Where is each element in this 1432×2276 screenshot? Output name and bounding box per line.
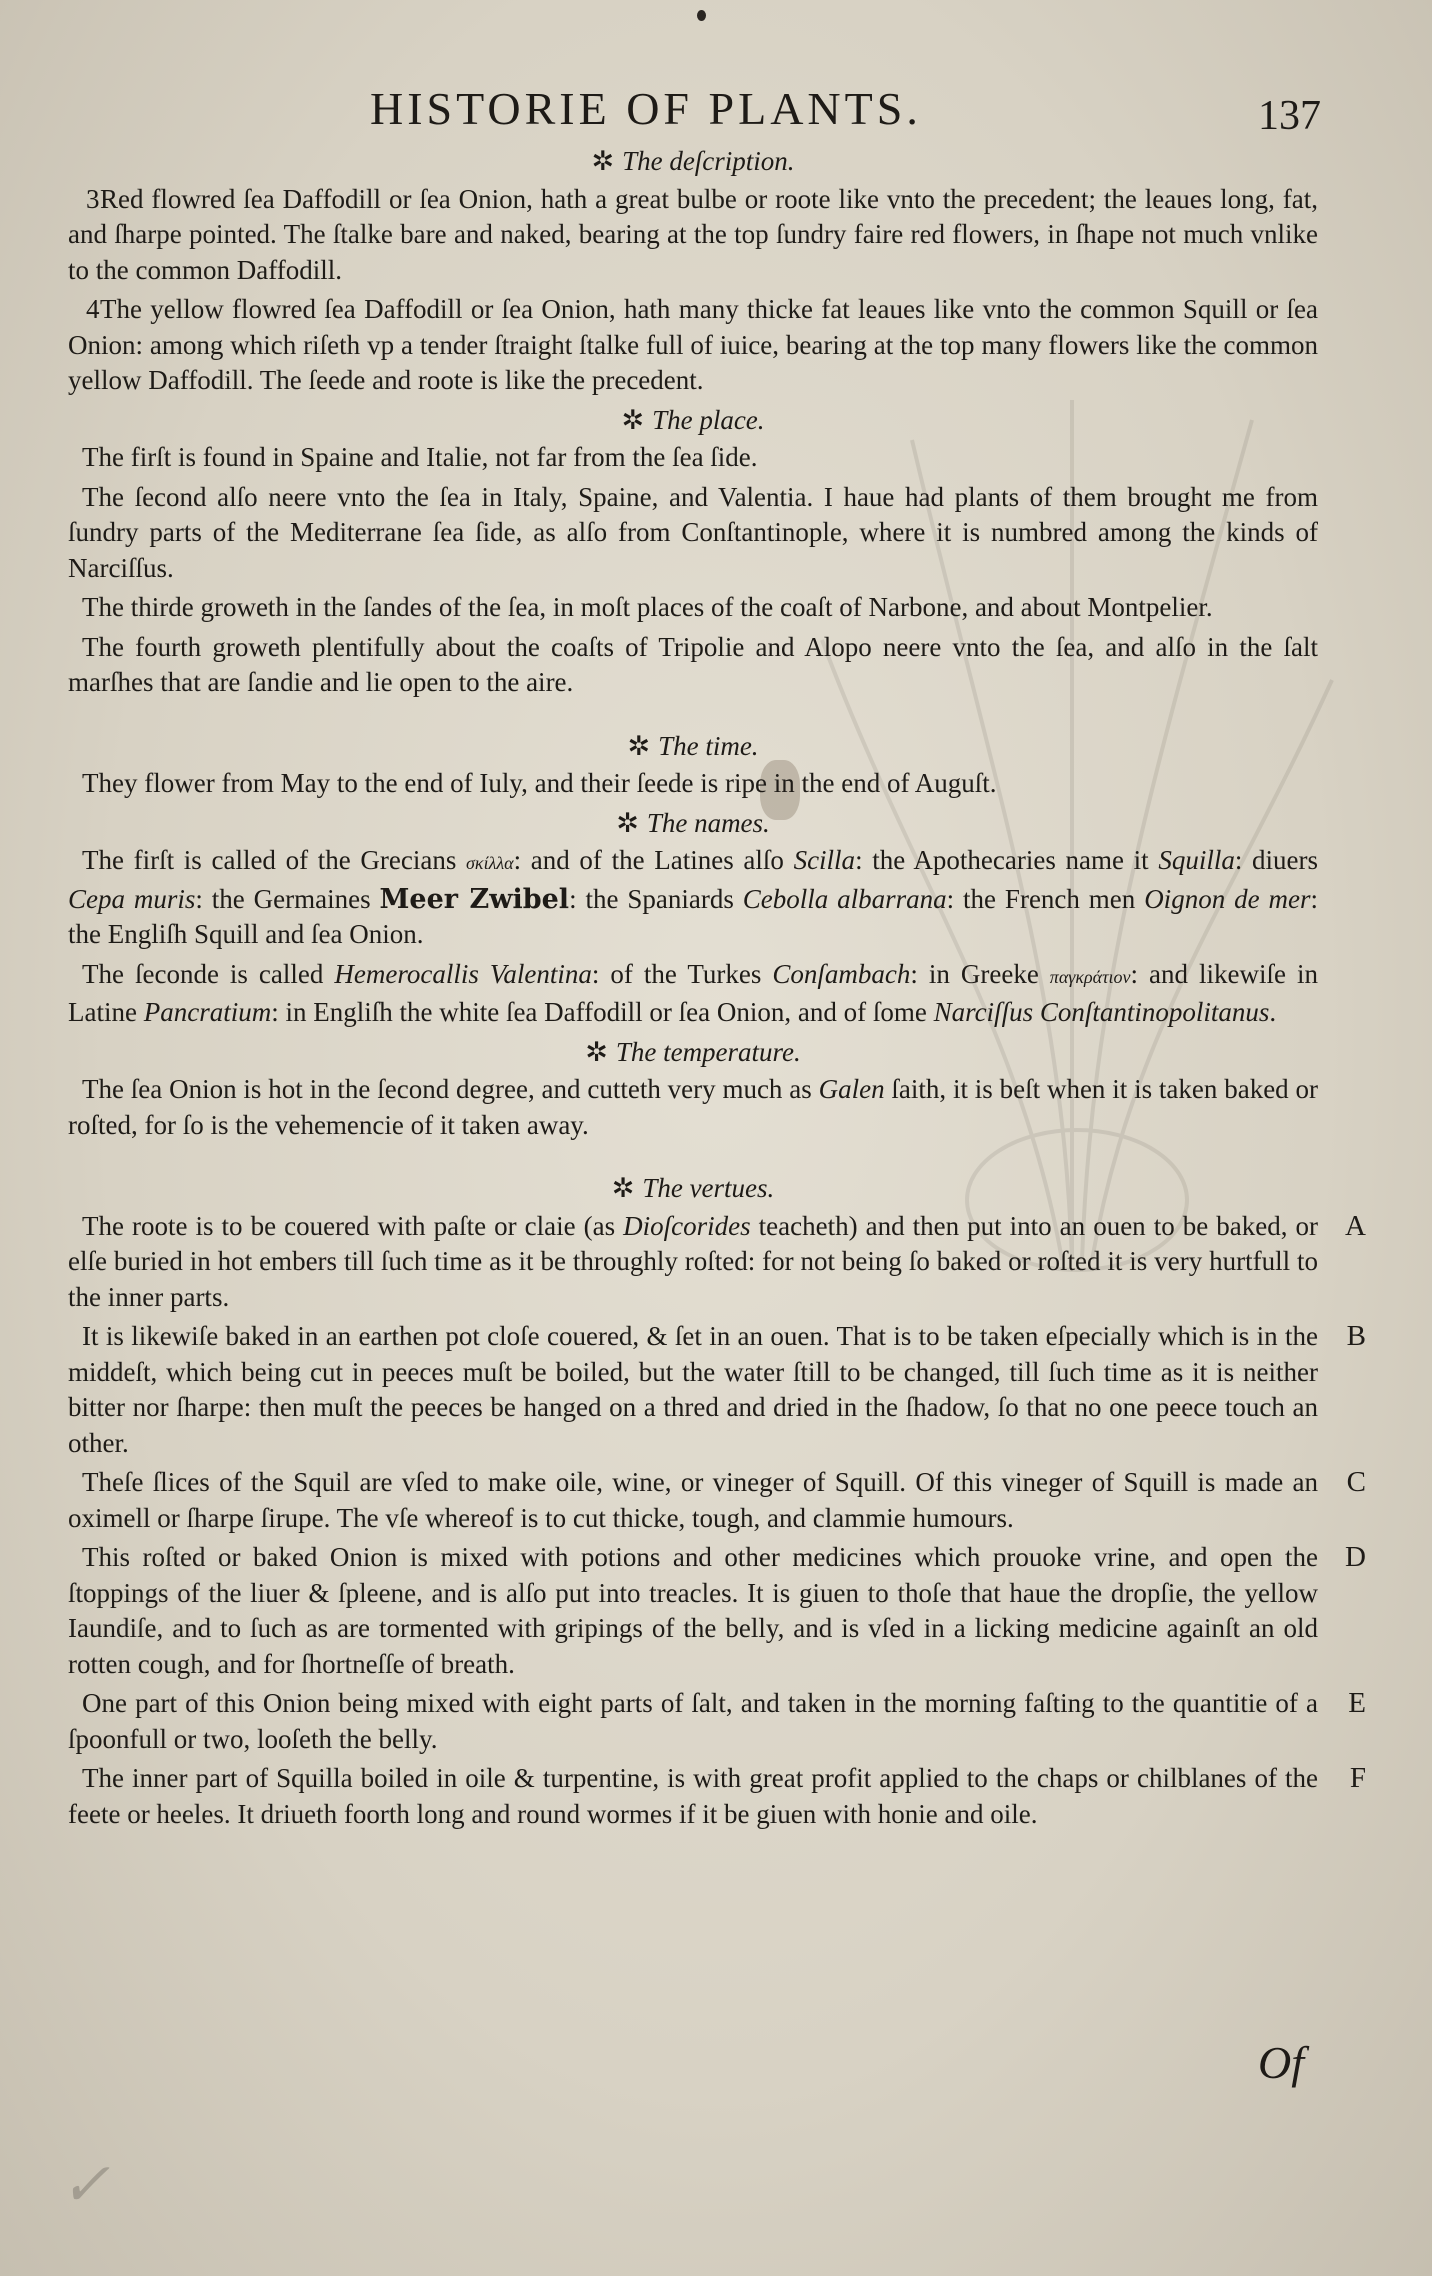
vertue-E: One part of this Onion being mixed with eight parts of ſalt, and taken in the morning faſting to the quantitie of a ſpoonfull or two, looſeth the belly. E — [68, 1687, 1366, 1754]
heading-description: ✲ The deſcription. — [591, 146, 795, 176]
heading-temperature: ✲ The temperature. — [585, 1036, 801, 1067]
names-para-1: The firſt is called of the Grecians σκίλλα: and of the Latines alſo Scilla: the Apothecaries name it Squilla: diuers Cepa muris: the Germaines Meer Zwibel: the Spaniards Cebolla albarrana: the French men Oignon de mer: the Engliſh Squill and ſea Onion. — [68, 845, 1318, 949]
asterism-icon: ✲ — [611, 1173, 635, 1203]
margin-letter: D — [1345, 1541, 1366, 1573]
heading-vertues: ✲ The vertues. — [611, 1173, 775, 1203]
text-block — [68, 142, 1366, 1836]
ink-dot — [697, 10, 706, 21]
vertue-A: The roote is to be couered with paſte or claie (as Dioſcorides teacheth) and then put into an ouen to be baked, or elſe buried in hot embers till ſuch time as it be throughly roſted: for not being ſo baked or roſted it is very hurtfull to the inner parts. A — [68, 1209, 1366, 1312]
item-number: 3 — [86, 183, 100, 214]
place-para: The thirde groweth in the ſandes of the ſea, in moſt places of the coaſt of Narbone, and about Montpelier. — [82, 592, 1213, 622]
pencil-mark-icon: ✓ — [60, 2152, 111, 2218]
margin-letter: B — [1346, 1320, 1366, 1352]
time-para: They flower from May to the end of Iuly, and their ſeede is ripe in the end of Auguſt. — [82, 768, 997, 798]
running-head: HISTORIE OF PLANTS. — [370, 83, 922, 134]
margin-letter: A — [1345, 1209, 1366, 1242]
description-para-4: 4The yellow flowred ſea Daffodill or ſea Onion, hath many thicke fat leaues like vnto the common Squill or ſea Onion: among which riſeth vp a tender ſtraight ſtalke full of iuice, bearing at the top many flowers like the common yellow Daffodill. The ſeede and roote is like the precedent. — [68, 294, 1318, 395]
asterism-icon: ✲ — [627, 730, 651, 761]
catchword: Of — [1258, 2037, 1304, 2088]
vertue-F: The inner part of Squilla boiled in oile & turpentine, is with great profit applied to the chaps or chilblanes of the feete or heeles. It driueth foorth long and round wormes if it be giuen with honie and oile. F — [68, 1762, 1366, 1829]
names-para-2: The ſeconde is called Hemerocallis Valentina: of the Turkes Conſambach: in Greeke παγκράτιον: and likewiſe in Latine Pancratium: in Engliſh the white ſea Daffodill or ſea Onion, and of ſome Narciſſus Conſtantinopolitanus. — [68, 958, 1318, 1027]
heading-names: ✲ The names. — [616, 807, 770, 838]
margin-letter: E — [1348, 1687, 1366, 1719]
page-number: 137 — [1258, 93, 1321, 139]
margin-letter: F — [1349, 1762, 1366, 1794]
vertue-B: It is likewiſe baked in an earthen pot cloſe couered, & ſet in an ouen. That is to be taken eſpecially which is in the middeſt, which being cut in peeces muſt be boiled, but the water ſtill to be changed, till ſuch time as it is neither bitter nor ſharpe: then muſt the peeces be hanged on a thred and dried in the ſhadow, ſo that no one peece touch an other. B — [68, 1320, 1366, 1458]
vertue-C: Theſe ſlices of the Squil are vſed to make oile, wine, or vineger of Squill. Of this vineger of Squill is made an oximell or ſharpe ſirupe. The vſe whereof is to cut thicke, tough, and clammie humours. C — [68, 1466, 1366, 1533]
place-para: The firſt is found in Spaine and Italie, not far from the ſea ſide. — [82, 442, 758, 472]
heading-time: ✲ The time. — [627, 730, 759, 761]
asterism-icon: ✲ — [591, 146, 615, 176]
asterism-icon: ✲ — [621, 404, 645, 435]
margin-letter: C — [1346, 1466, 1366, 1498]
asterism-icon: ✲ — [585, 1036, 608, 1067]
heading-place: ✲ The place. — [621, 404, 765, 435]
asterism-icon: ✲ — [616, 807, 639, 838]
temperature-para: The ſea Onion is hot in the ſecond degree, and cutteth very much as Galen ſaith, it is beſt when it is taken baked or roſted, for ſo is the vehemencie of it taken away. — [68, 1074, 1318, 1140]
description-para-3: 3Red flowred ſea Daffodill or ſea Onion, hath a great bulbe or roote like vnto the precedent; the leaues long, fat, and ſharpe pointed. The ſtalke bare and naked, bearing at the top ſundry faire red flowers, in ſhape not much vnlike to the common Daffodill. — [68, 183, 1318, 285]
place-para: The ſecond alſo neere vnto the ſea in Italy, Spaine, and Valentia. I haue had plants of them brought me from ſundry parts of the Mediterrane ſea ſide, as alſo from Conſtantinople, where it is numbred among the kinds of Narciſſus. — [68, 481, 1318, 583]
item-number: 4 — [86, 294, 100, 324]
vertue-D: This roſted or baked Onion is mixed with potions and other medicines which prouoke vrine, and open the ſtoppings of the liuer & ſpleene, and is alſo put into treacles. It is giuen to thoſe that haue the dropſie, the yellow Iaundiſe, and to ſuch as are tormented with gripings of the belly, and is vſed in a licking medicine againſt an old rotten cough, and for ſhortneſſe of breath. D — [68, 1541, 1366, 1679]
place-para: The fourth groweth plentifully about the coaſts of Tripolie and Alopo neere vnto the ſea, and alſo in the ſalt marſhes that are ſandie and lie open to the aire. — [68, 631, 1318, 697]
